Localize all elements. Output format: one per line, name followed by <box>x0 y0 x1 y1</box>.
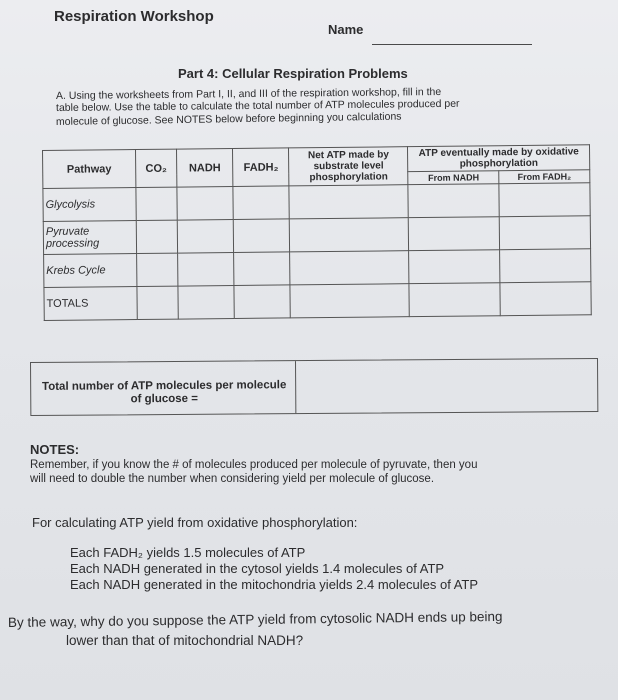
cell-pyruvate-from-fadh2[interactable] <box>499 216 590 250</box>
name-label: Name <box>328 22 364 37</box>
row-label-totals: TOTALS <box>44 287 137 321</box>
header-pathway: Pathway <box>43 150 136 189</box>
cell-glycolysis-fadh2[interactable] <box>233 186 290 220</box>
cell-krebs-fadh2[interactable] <box>234 252 291 286</box>
total-atp-label: Total number of ATP molecules per molecule of glucose = <box>41 379 287 406</box>
cell-totals-net-atp[interactable] <box>290 284 409 318</box>
cell-glycolysis-nadh[interactable] <box>177 187 234 221</box>
part-title: Part 4: Cellular Respiration Problems <box>178 66 408 81</box>
header-from-nadh: From NADH <box>408 171 499 185</box>
header-atp-oxidative: ATP eventually made by oxidative phosphorylation <box>408 145 590 172</box>
instruction-line-1: A. Using the worksheets from Part I, II, and III of the respiration workshop, fill in the <box>55 85 442 102</box>
row-label-pyruvate: Pyruvate processing <box>43 221 136 255</box>
name-blank-line[interactable] <box>372 44 532 45</box>
question-line-1: By the way, why do you suppose the ATP yield from cytosolic NADH ends up being <box>7 608 503 630</box>
header-fadh2: FADH₂ <box>233 148 290 187</box>
cell-krebs-from-nadh[interactable] <box>409 250 500 284</box>
cell-pyruvate-from-nadh[interactable] <box>409 217 500 251</box>
total-atp-box <box>30 358 598 416</box>
header-co2: CO₂ <box>135 149 176 187</box>
worksheet-title: Respiration Workshop <box>54 8 214 25</box>
instruction-line-2: table below. Use the table to calculate the total number of ATP molecules produced per <box>55 97 460 114</box>
row-label-glycolysis: Glycolysis <box>43 188 136 222</box>
cell-pyruvate-co2[interactable] <box>136 220 177 253</box>
note-fadh2-yield: Each FADH₂ yields 1.5 molecules of ATP <box>70 545 306 560</box>
cell-totals-from-nadh[interactable] <box>409 283 500 317</box>
note-line-2: will need to double the number when considering yield per molecule of glucose. <box>30 473 435 485</box>
note-cytosol-nadh-yield: Each NADH generated in the cytosol yields 1.4 molecules of ATP <box>70 561 445 576</box>
row-label-krebs: Krebs Cycle <box>44 254 137 288</box>
cell-totals-nadh[interactable] <box>178 285 235 319</box>
cell-pyruvate-nadh[interactable] <box>177 219 234 253</box>
cell-pyruvate-net-atp[interactable] <box>290 218 409 252</box>
cell-krebs-nadh[interactable] <box>178 252 235 286</box>
cell-glycolysis-co2[interactable] <box>136 187 177 220</box>
note-mito-nadh-yield: Each NADH generated in the mitochondria yields 2.4 molecules of ATP <box>70 577 479 592</box>
note-line-1: Remember, if you know the # of molecules produced per molecule of pyruvate, then you <box>30 459 478 471</box>
note-line-3: For calculating ATP yield from oxidative phosphorylation: <box>32 515 358 530</box>
header-nadh: NADH <box>177 149 234 188</box>
cell-totals-from-fadh2[interactable] <box>500 282 591 316</box>
cell-krebs-net-atp[interactable] <box>290 251 409 285</box>
cell-krebs-from-fadh2[interactable] <box>500 249 591 283</box>
instruction-line-3: molecule of glucose. See NOTES below before beginning you calculations <box>55 110 402 128</box>
notes-heading: NOTES: <box>30 442 80 457</box>
header-net-atp: Net ATP made by substrate level phosphorylation <box>289 147 408 186</box>
cell-glycolysis-from-nadh[interactable] <box>408 184 499 218</box>
question-line-2: lower than that of mitochondrial NADH? <box>66 633 304 648</box>
header-from-fadh2: From FADH₂ <box>499 170 590 184</box>
cell-glycolysis-from-fadh2[interactable] <box>499 183 590 217</box>
cell-pyruvate-fadh2[interactable] <box>233 219 290 253</box>
cell-glycolysis-net-atp[interactable] <box>289 185 408 219</box>
cell-totals-co2[interactable] <box>137 286 178 319</box>
cell-totals-fadh2[interactable] <box>234 285 291 319</box>
cell-krebs-co2[interactable] <box>137 253 178 286</box>
respiration-table <box>42 144 592 321</box>
total-atp-divider <box>295 361 296 413</box>
